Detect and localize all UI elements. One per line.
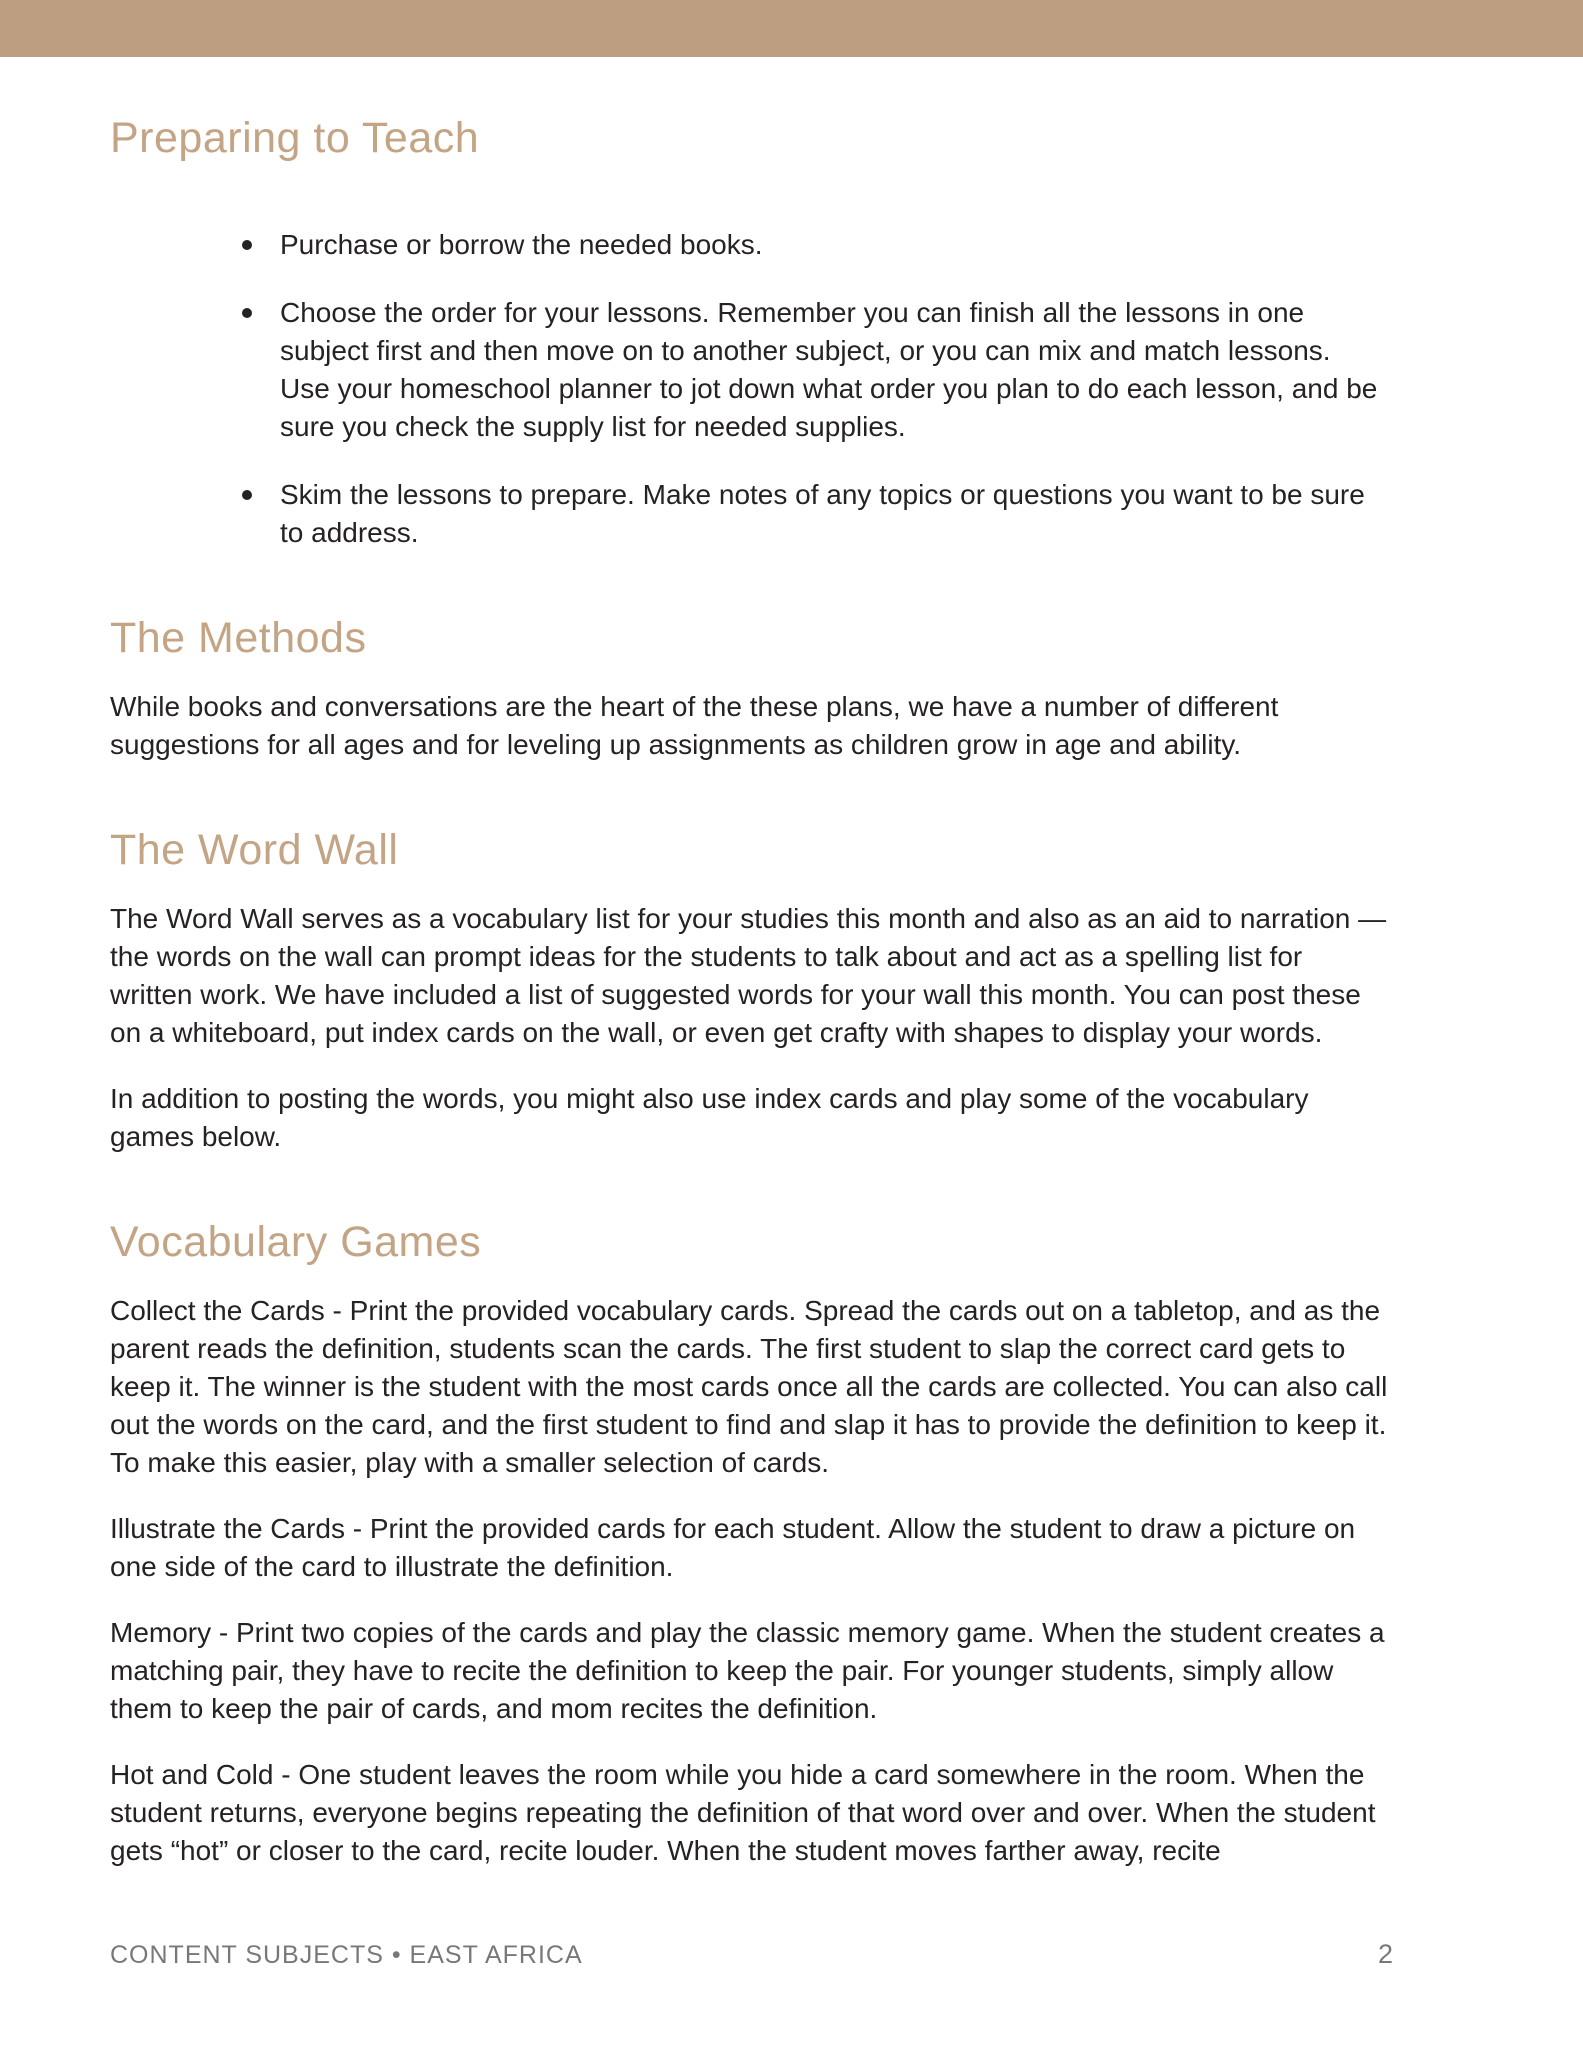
bullet-item: Skim the lessons to prepare. Make notes of any topics or questions you want to be sure to address. [240,476,1388,552]
preparing-bullet-list [240,226,1388,552]
page-content [0,112,1583,1870]
section-heading-vocabulary-games: Vocabulary Games [110,1218,482,1266]
footer-page-number: 2 [1377,1939,1393,1969]
bullet-item: Choose the order for your lessons. Remember you can finish all the lessons in one subject first and then move on to another subject, or you can mix and match lessons. Use your homeschool planner to jot down what order you plan to do each lesson, and be sure you check the supply list for needed supplies. [240,294,1388,446]
paragraph-illustrate-the-cards: Illustrate the Cards - Print the provided cards for each student. Allow the student to draw a picture on one side of the card to illustrate the definition. [110,1513,1356,1582]
paragraph: In addition to posting the words, you might also use index cards and play some of the vocabulary games below. [110,1083,1309,1152]
page-header-bar [0,0,1583,57]
paragraph-collect-the-cards: Collect the Cards - Print the provided vocabulary cards. Spread the cards out on a tabletop, and as the parent reads the definition, students scan the cards. The first student to slap the correct card gets to keep it. The winner is the student with the most cards once all the cards are collected. You can also call out the words on the card, and the first student to find and slap it has to provide the definition to keep it. To make this easier, play with a smaller selection of cards. [110,1295,1388,1478]
section-heading-preparing-to-teach: Preparing to Teach [110,114,480,162]
section-heading-the-word-wall: The Word Wall [110,826,399,874]
paragraph-memory: Memory - Print two copies of the cards and play the classic memory game. When the student creates a matching pair, they have to recite the definition to keep the pair. For younger students, simply allow them to keep the pair of cards, and mom recites the definition. [110,1617,1385,1724]
paragraph: The Word Wall serves as a vocabulary list for your studies this month and also as an aid to narration — the words on the wall can prompt ideas for the students to talk about and act as a spelling list for written work. We have included a list of suggested words for your wall this month. You can post these on a whiteboard, put index cards on the wall, or even get crafty with shapes to display your words. [110,903,1387,1048]
paragraph: While books and conversations are the heart of the these plans, we have a number of different suggestions for all ages and for leveling up assignments as children grow in age and ability. [110,691,1279,760]
paragraph-hot-and-cold: Hot and Cold - One student leaves the room while you hide a card somewhere in the room. When the student returns, everyone begins repeating the definition of that word over and over. When the student gets “hot” or closer to the card, recite louder. When the student moves farther away, recite [110,1759,1376,1866]
footer-document-title: CONTENT SUBJECTS • EAST AFRICA [110,1941,583,1969]
bullet-item: Purchase or borrow the needed books. [240,226,1388,264]
section-heading-the-methods: The Methods [110,614,367,662]
page-footer [110,1939,1393,1970]
